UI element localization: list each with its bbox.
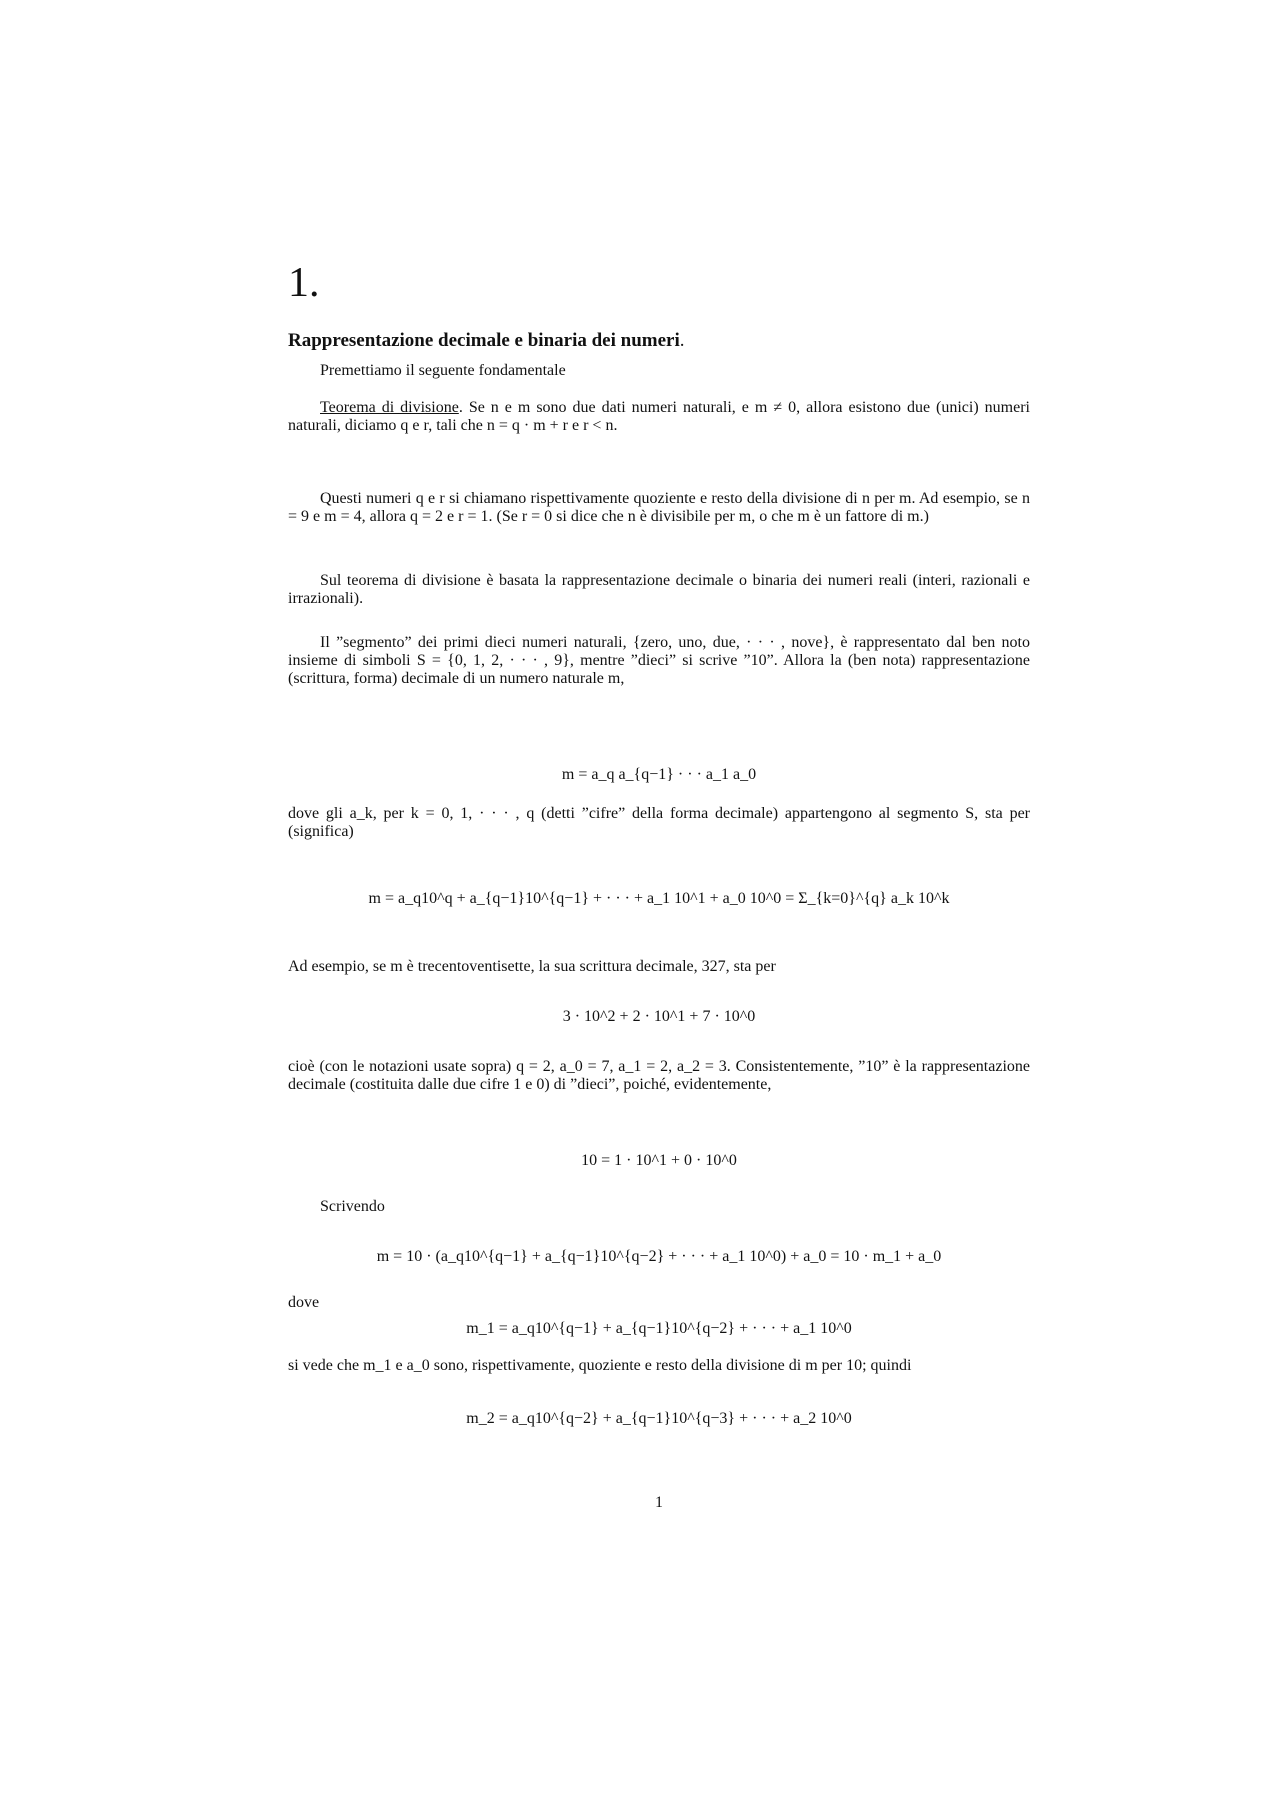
paragraph-consistently: cioè (con le notazioni usate sopra) q = 2, a_0 = 7, a_1 = 2, a_2 = 3. Consistentemente, ”10” è la rappresentazione decimale (costituita dalle due cifre 1 e 0) di ”dieci”, poiché, evidentemente, — [288, 1058, 1030, 1093]
page-number: 1 — [655, 1494, 663, 1511]
paragraph-quotient-remainder: Questi numeri q e r si chiamano rispettivamente quoziente e resto della divisione di n per m. Ad esempio, se n = 9 e m = 4, allora q = 2 e r = 1. (Se r = 0 si dice che n è divisibile per m, o che m è un fattore di m.) — [288, 490, 1030, 525]
paragraph-digits: dove gli a_k, per k = 0, 1, · · · , q (detti ”cifre” della forma decimale) appartengono al segmento S, sta per (significa) — [288, 805, 1030, 840]
paragraph-quotient-m1: si vede che m_1 e a_0 sono, rispettivamente, quoziente e resto della divisione di m per 10; quindi — [288, 1357, 912, 1374]
theorem-name: Teorema di divisione — [320, 399, 459, 416]
section-title-dot: . — [679, 330, 685, 351]
equation-m1: m_1 = a_q10^{q−1} + a_{q−1}10^{q−2} + · · · + a_1 10^0 — [466, 1320, 852, 1337]
theorem-text: . Se n e m sono due dati numeri naturali, e m ≠ 0, allora esistono due (unici) numeri naturali, diciamo q e r, tali che n = q · m + r e r < n. — [288, 399, 1030, 434]
paragraph-representation: Sul teorema di divisione è basata la rappresentazione decimale o binaria dei numeri reali (interi, razionali e irrazionali). — [288, 572, 1030, 607]
equation-327: 3 · 10^2 + 2 · 10^1 + 7 · 10^0 — [562, 1008, 756, 1025]
equation-ten: 10 = 1 · 10^1 + 0 · 10^0 — [581, 1152, 737, 1169]
paragraph-example: Ad esempio, se m è trecentoventisette, la sua scrittura decimale, 327, sta per — [288, 958, 776, 975]
section-title — [288, 330, 685, 352]
equation-digits: m = a_q a_{q−1} · · · a_1 a_0 — [561, 766, 757, 783]
equation-m-decomposition: m = 10 · (a_q10^{q−1} + a_{q−1}10^{q−2} + · · · + a_1 10^0) + a_0 = 10 · m_1 + a_0 — [376, 1248, 942, 1265]
theorem-paragraph — [288, 399, 1030, 435]
section-title-text: Rappresentazione decimale e binaria dei numeri — [288, 330, 680, 351]
paragraph-writing: Scrivendo — [320, 1198, 385, 1215]
chapter-number: 1. — [288, 260, 320, 306]
intro-paragraph: Premettiamo il seguente fondamentale — [320, 362, 566, 379]
equation-expansion: m = a_q10^q + a_{q−1}10^{q−1} + · · · + a_1 10^1 + a_0 10^0 = Σ_{k=0}^{q} a_k 10^k — [368, 890, 950, 907]
equation-m2: m_2 = a_q10^{q−2} + a_{q−1}10^{q−3} + · · · + a_2 10^0 — [466, 1410, 852, 1427]
paragraph-where: dove — [288, 1294, 320, 1311]
paragraph-segment: Il ”segmento” dei primi dieci numeri naturali, {zero, uno, due, · · · , nove}, è rappresentato dal ben noto insieme di simboli S = {0, 1, 2, · · · , 9}, mentre ”dieci” si scrive ”10”. Allora la (ben nota) rappresentazione (scrittura, forma) decimale di un numero naturale m, — [288, 634, 1030, 687]
